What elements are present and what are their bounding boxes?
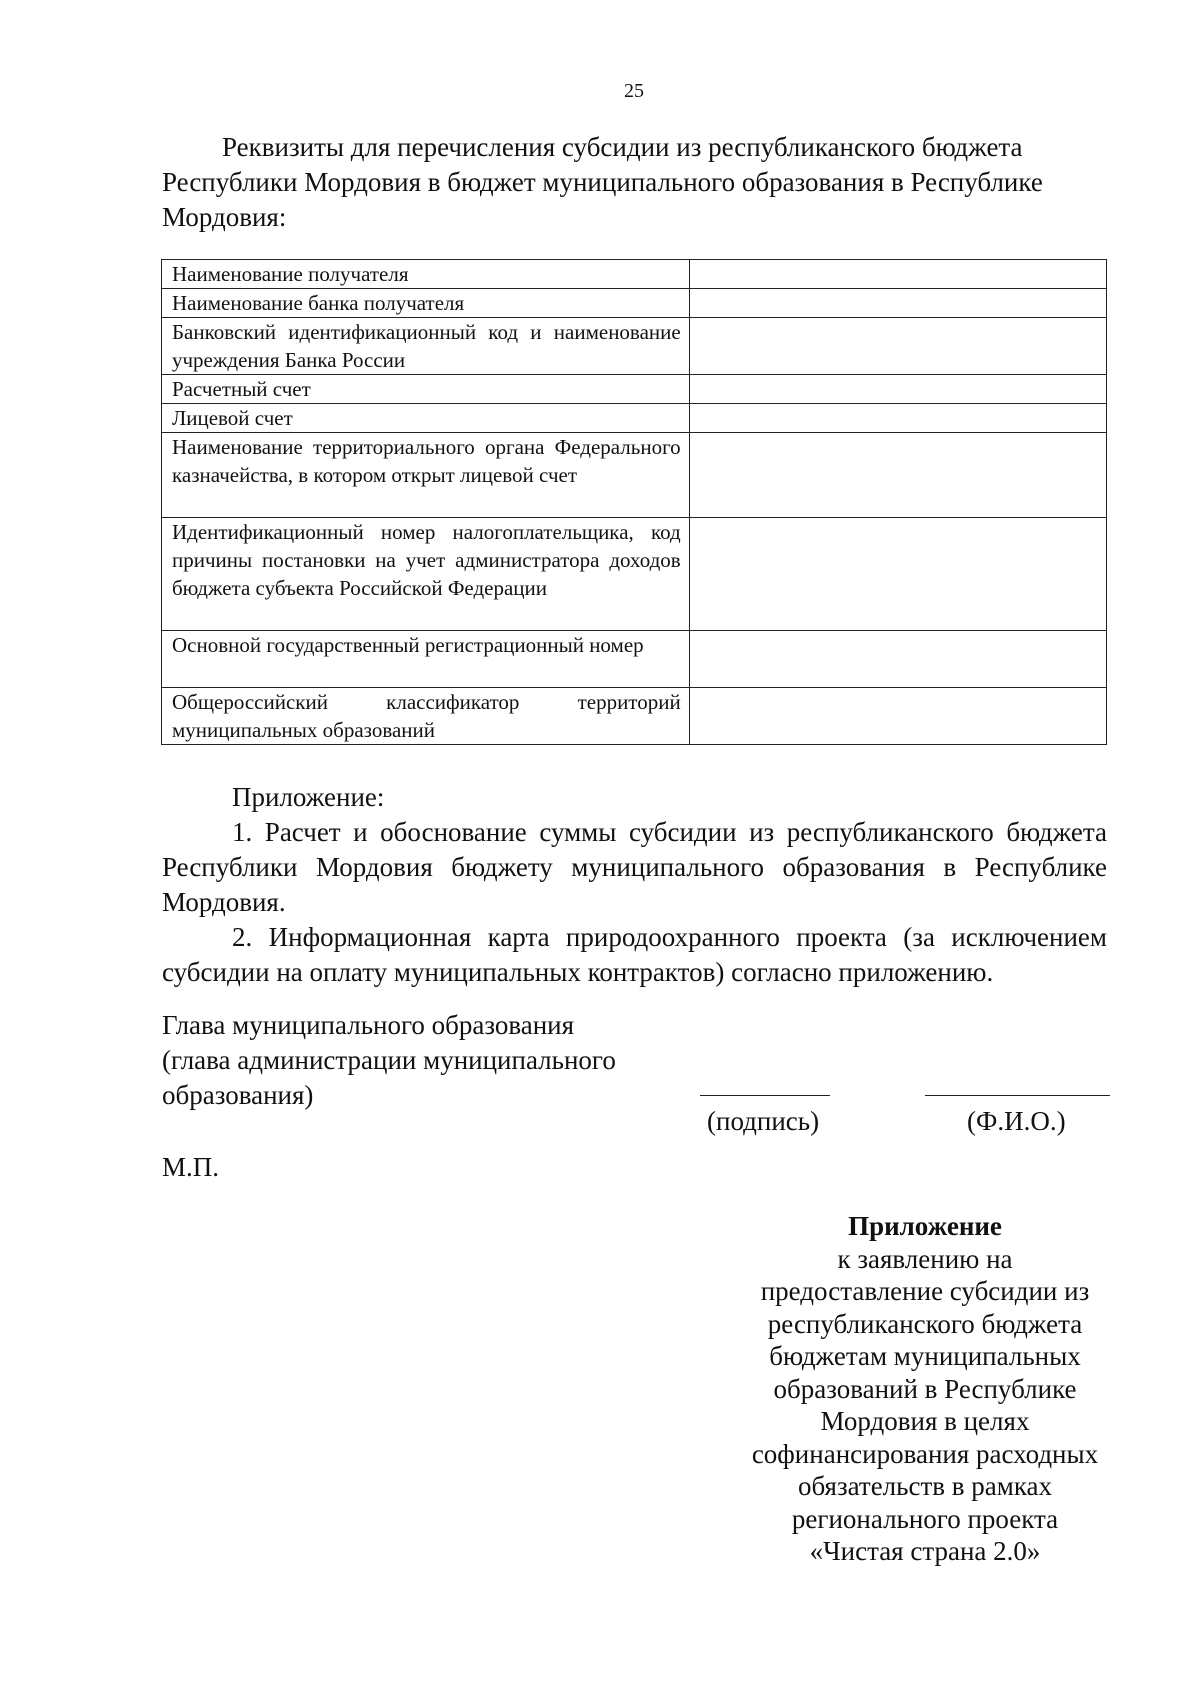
annex-title: Приложение bbox=[848, 1211, 1002, 1241]
table-row bbox=[162, 404, 1107, 433]
row-value bbox=[689, 318, 1106, 375]
signatory-line-1: Глава муниципального образования bbox=[162, 1010, 575, 1040]
annex-line: образований в Республике bbox=[773, 1373, 1077, 1404]
table-row bbox=[162, 688, 1107, 745]
row-label: Наименование банка получателя bbox=[162, 289, 690, 318]
row-label: Наименование территориального органа Федерального казначейства, в котором открыт лицевой счет bbox=[162, 433, 690, 518]
intro-line-2: Республики Мордовия в бюджет муниципального образования в Республике bbox=[162, 167, 1043, 197]
requisites-table bbox=[161, 259, 1107, 745]
table-row bbox=[162, 433, 1107, 518]
row-value bbox=[689, 688, 1106, 745]
row-value bbox=[689, 518, 1106, 631]
annex-line: софинансирования расходных bbox=[751, 1438, 1099, 1469]
appendix-heading: Приложение: bbox=[232, 782, 385, 812]
row-value bbox=[689, 375, 1106, 404]
page-number: 25 bbox=[624, 80, 644, 102]
appendix-list bbox=[162, 780, 1107, 990]
appendix-item-2: 2. Информационная карта природоохранного проекта (за исключением субсидии на оплату муниципальных контрактов) согласно приложению. bbox=[162, 922, 1107, 987]
signatory-title bbox=[162, 1008, 662, 1113]
annex-line: предоставление субсидии из bbox=[760, 1276, 1090, 1306]
row-label: Основной государственный регистрационный номер bbox=[162, 631, 690, 688]
row-label: Общероссийский классификатор территорий муниципальных образований bbox=[162, 688, 690, 745]
annex-line: регионального проекта bbox=[791, 1503, 1059, 1534]
name-caption: (Ф.И.О.) bbox=[967, 1106, 1066, 1136]
intro-line-3: Мордовия: bbox=[162, 202, 287, 232]
intro-paragraph bbox=[162, 130, 1107, 235]
annex-header bbox=[735, 1210, 1115, 1568]
intro-line-1: Реквизиты для перечисления субсидии из республиканского бюджета bbox=[222, 132, 1023, 162]
table-row bbox=[162, 260, 1107, 289]
name-line bbox=[925, 1095, 1110, 1096]
table-row bbox=[162, 631, 1107, 688]
signature-line bbox=[700, 1095, 830, 1096]
row-value bbox=[689, 631, 1106, 688]
annex-line: «Чистая страна 2.0» bbox=[809, 1536, 1041, 1566]
table-row bbox=[162, 318, 1107, 375]
annex-line: Мордовия в целях bbox=[820, 1406, 1030, 1436]
row-label: Наименование получателя bbox=[162, 260, 690, 289]
appendix-item-1: 1. Расчет и обоснование суммы субсидии из республиканского бюджета Республики Мордовия бюджету муниципального образования в Республике Мордовия. bbox=[162, 817, 1107, 917]
signatory-line-3: образования) bbox=[162, 1080, 314, 1110]
row-label: Лицевой счет bbox=[162, 404, 690, 433]
annex-line: республиканского бюджета bbox=[767, 1308, 1083, 1339]
signatory-line-2: (глава администрации муниципального bbox=[162, 1045, 616, 1075]
annex-line: к заявлению на bbox=[837, 1243, 1013, 1274]
table-row bbox=[162, 518, 1107, 631]
row-value bbox=[689, 404, 1106, 433]
table-row bbox=[162, 289, 1107, 318]
row-value bbox=[689, 260, 1106, 289]
stamp-place: М.П. bbox=[162, 1152, 220, 1182]
row-value bbox=[689, 289, 1106, 318]
annex-line: бюджетам муниципальных bbox=[769, 1341, 1081, 1371]
row-label: Идентификационный номер налогоплательщика, код причины постановки на учет администратора доходов бюджета субъекта Российской Федерации bbox=[162, 518, 690, 631]
table-row bbox=[162, 375, 1107, 404]
row-value bbox=[689, 433, 1106, 518]
annex-line: обязательств в рамках bbox=[797, 1471, 1053, 1501]
signature-caption: (подпись) bbox=[707, 1106, 820, 1136]
row-label: Расчетный счет bbox=[162, 375, 690, 404]
row-label: Банковский идентификационный код и наименование учреждения Банка России bbox=[162, 318, 690, 375]
